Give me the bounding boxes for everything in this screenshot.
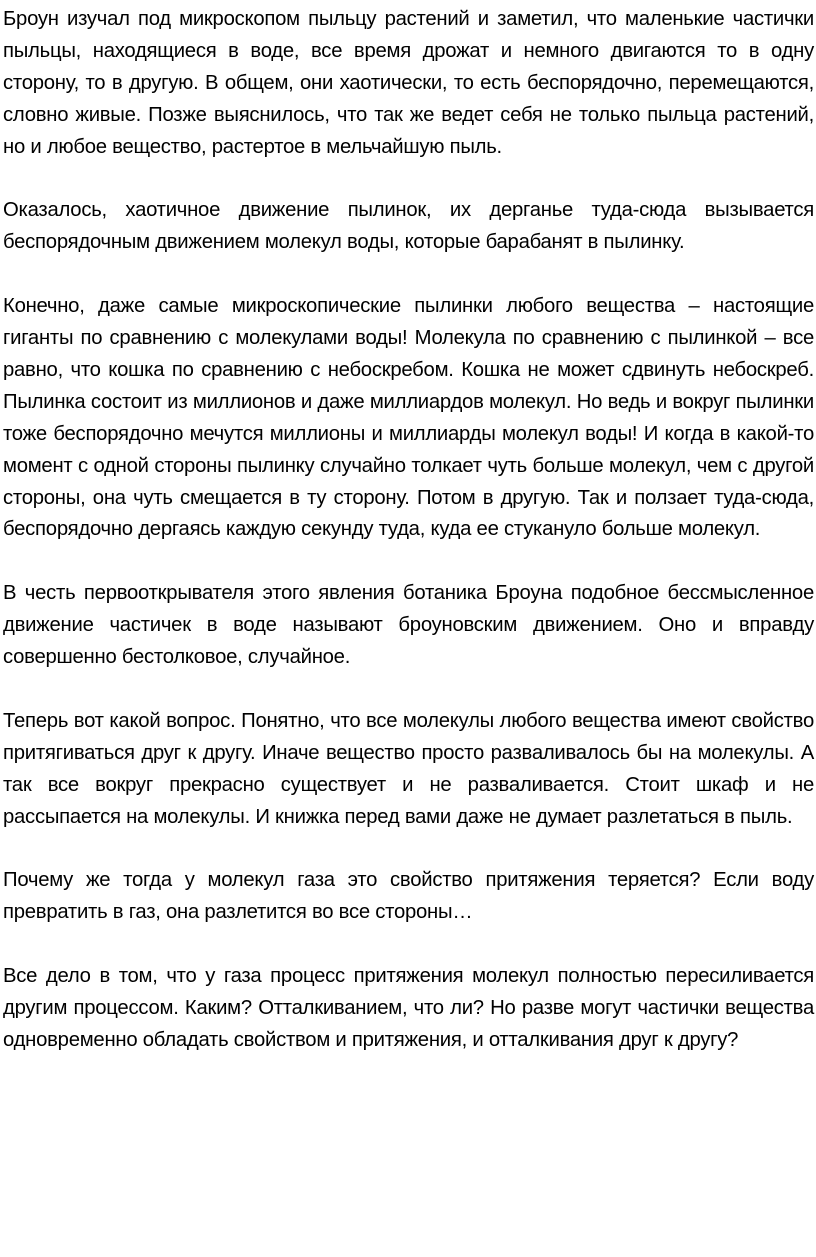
paragraph-gas-question: Почему же тогда у молекул газа это свойство притяжения теряется? Если воду превратить в газ, она разлетится во все стороны… (3, 869, 814, 924)
paragraph-repulsion-question: Все дело в том, что у газа процесс притяжения молекул полностью пересиливается другим процессом. Каким? Отталкиванием, что ли? Но разве могут частички вещества одновременно обладать свойством и притяжения, и отталкивания друг к другу? (3, 965, 814, 1051)
paragraph-molecular-attraction: Теперь вот какой вопрос. Понятно, что все молекулы любого вещества имеют свойство притягиваться друг к другу. Иначе вещество просто разваливалось бы на молекулы. А так все вокруг прекрасно существует и не разваливается. Стоит шкаф и не рассыпается на молекулы. И книжка перед вами даже не думает разлетаться в пыль. (3, 709, 814, 828)
paragraph-brown-discovery: Броун изучал под микроскопом пыльцу растений и заметил, что маленькие частички пыльцы, находящиеся в воде, все время дрожат и немного двигаются то в одну сторону, то в другую. В общем, они хаотически, то есть беспорядочно, перемещаются, словно живые. Позже выяснилось, что так же ведет себя не только пыльца растений, но и любое вещество, растертое в мельчайшую пыль. (3, 8, 814, 158)
paragraph-chaotic-motion-cause: Оказалось, хаотичное движение пылинок, их дерганье туда-сюда вызывается беспорядочным движением молекул воды, которые барабанят в пылинку. (3, 199, 814, 254)
paragraph-brownian-motion-name: В честь первооткрывателя этого явления ботаника Броуна подобное бессмысленное движение частичек в воде называют броуновским движением. Оно и вправду совершенно бестолковое, случайное. (3, 582, 814, 669)
paragraph-molecules-vs-dust: Конечно, даже самые микроскопические пылинки любого вещества – настоящие гиганты по сравнению с молекулами воды! Молекула по сравнению с пылинкой – все равно, что кошка по сравнению с небоскребом. Кошка не может сдвинуть небоскреб. Пылинка состоит из миллионов и даже миллиардов молекул. Но ведь и вокруг пылинки тоже беспорядочно мечутся миллионы и миллиарды молекул воды! И когда в какой-то момент с одной стороны пылинку случайно толкает чуть больше молекул, чем с другой стороны, она чуть смещается в ту сторону. Потом в другую. Так и ползает туда-сюда, беспорядочно дергаясь каждую секунду туда, куда ее стукануло больше молекул. (3, 295, 814, 541)
